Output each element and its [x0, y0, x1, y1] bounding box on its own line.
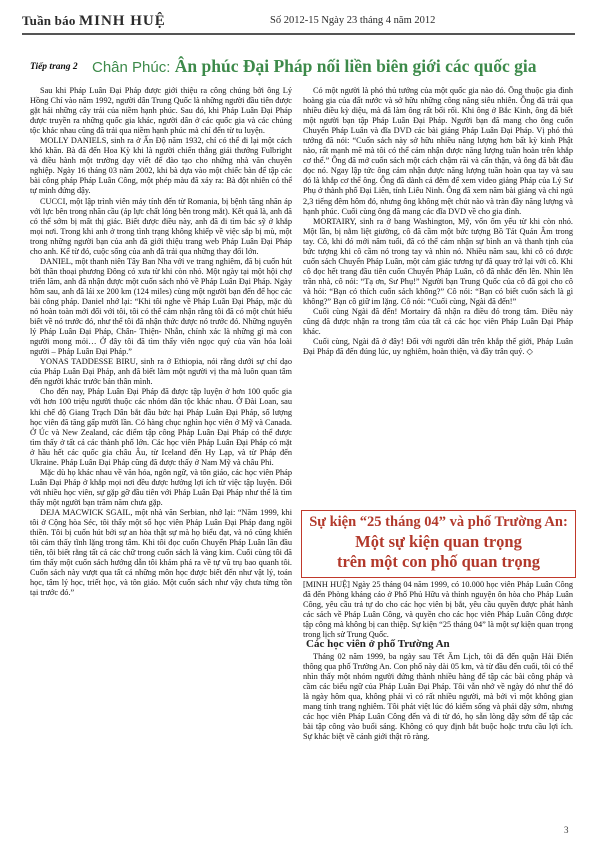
article-author: Chân Phúc:: [92, 59, 171, 76]
sidebar-subheading: Các học viên ở phố Trường An: [306, 638, 450, 650]
sidebar-title-line2: Một sự kiện quan trọng: [355, 532, 522, 551]
paragraph: Cuối cùng Ngài đã đến! Mortairy đã nhận ra điều đó trong tâm. Điều này cũng đã được nhận ra trong tâm của tất cả các học viên Pháp Luân Đại Pháp khác.: [303, 307, 573, 337]
paragraph: Cho đến nay, Pháp Luân Đại Pháp đã được tập luyện ở hơn 100 quốc gia với hơn 100 triệu người thuộc các nhóm dân tộc khác nhau. Ở Đài Loan, sau khi chế độ Giang Trạch Dân bắt đầu bức hại Pháp Luân Đại Pháp, số lượng học viên đã tăng gấp mười lần. Có hàng chục nghìn học viên ở Mỹ và Canada. Ở Úc và New Zealand, các điểm tập công Pháp Luân Đại Pháp có thể được tìm thấy ở tất cả các thành phố lớn. Các học viên Pháp Luân Đại Pháp có mặt ở hầu hết các quốc gia châu Âu, từ Iceland đến Hy Lạp, và từ Pháp đến Ukraine. Pháp Luân Đại Pháp cũng đã được thấy ở Nam Mỹ và châu Phi.: [30, 387, 292, 467]
left-column: [30, 86, 292, 824]
paragraph: Tháng 02 năm 1999, ba ngày sau Tết Âm Lịch, tôi đã đến quận Hải Điến thông qua phố Trường An. Con phố này dài 05 km, và từ đầu đến cuối, tôi có thể nhìn thấy một nhóm người đứng thành nhiều hàng để tập các bài công pháp và cầm các biểu ngữ của Pháp Luân Đại Pháp. Tôi vẫn nhớ về ngày đó như thể đó là ngày hôm qua, không phải vì có rất nhiều người, mà bởi vì một không gian mang tính trang nghiêm. Tôi phát việt lúc đó kiểm sống và phải dậy sớm, nhưng các học viên Pháp Luân Công đến và đi từ đó, họ sẵn lòng dậy sớm để tập các bài tập công vào buổi sáng. Không có quy định bắt buộc hoặc trưu cầu lợi ích. Sự khác biệt về cảnh giới thật rõ ràng.: [303, 652, 573, 742]
paragraph: DEJA MACWICK SGAIL, một nhà văn Serbian, nhớ lại: “Năm 1999, khi tôi ở Cộng hòa Séc, tôi thấy một số học viên Pháp Luân Đại Pháp đang ngồi thiền. Tôi bị cuốn hút bởi sự an hòa thật sự mà họ biểu đạt, và nó cũng khiến tôi cảm thấy tĩnh lặng trong tâm. Khi tôi đọc cuốn Chuyển Pháp Luân lần đầu tiên, tôi biết rằng tất cả các chữ trong cuốn sách là vàng kim. Cuối cùng tôi đã tìm thấy một cuốn sách hướng dẫn tôi khám phá ra về tự vũ trụ bao quanh tôi. Cuốn sách này vượt qua tất cả những môn học được biết đến như vật lý, toán học, tâm lý học, triết học, và tôn giáo. Một cuốn sách như vậy chưa từng tồn tại trước đó.”: [30, 507, 292, 598]
paragraph: Sau khi Pháp Luân Đại Pháp được giới thiệu ra công chúng bởi ông Lý Hồng Chí vào năm 1992, người dân Trung Quốc là những người đầu tiên được gặt hái những cây trái của niềm hạnh phúc. Sau đó, khi Pháp Luân Đại Pháp được truyền ra những quốc gia khác, người dân ở các quốc gia và các chủng tộc khác nhau cũng đã trải qua niềm hạnh phúc mà chỉ đến từ tu luyện.: [30, 86, 292, 136]
header-divider: [22, 33, 575, 35]
issue-info: Số 2012-15 Ngày 23 tháng 4 năm 2012: [270, 15, 436, 26]
masthead-prefix: Tuần báo: [22, 13, 76, 28]
paragraph: Cuối cùng, Ngài đã ở đây! Đối với người dân trên khắp thế giới, Pháp Luân Đại Pháp đã đến đúng lúc, uy nghiêm, hoàn thiện, và đầy trân quý. ◇: [303, 337, 573, 357]
page-header: [22, 10, 575, 34]
paragraph: Có một người là phó thủ tướng của một quốc gia nào đó. Ông thuộc gia đình hoàng gia của đất nước và sở hữu những công năng siêu nhiên. Ông đã trải qua nhiều điều kỳ diệu, mà đã làm ông rất bối rối. Khi ông ở Bắc Kinh, ông đã biết một người bạn tập Pháp Luân Đại Pháp. Người bạn đã mang cho ông cuốn Chuyển Pháp Luân và đĩa DVD các bài giảng Pháp Luân Đại Pháp. Vị phó thủ tướng đã nói: “Cuốn sách này sở hữu nhiều năng lượng hơn bất kỳ kinh Phật nào, rất mạnh mẽ mà tôi có thể cảm nhận được năng lượng tuần hoàn trên khắp cơ thể.” Ông đã mở cuốn sách một cách chậm rãi và cẩn thận, và ông đã bắt đầu đọc nó. Ngay lập tức ông cảm nhận được năng lượng tuần hoàn qua tay và sau đó là khắp cơ thể ông. Ông đã dành cả đêm để xem video giảng Pháp của Lý Sư Phụ ở thành phố Đại Liên, tỉnh Liêu Ninh. Ông đã xem năm bài giảng và chỉ ngủ 2,3 tiếng đêm hôm đó, nhưng ông không mệt chút nào và tràn đầy năng lượng và hạnh phúc. Cuối cùng ông đã mang các đĩa DVD về cho gia đình.: [303, 86, 573, 216]
sidebar-body: [303, 652, 573, 825]
article-title: Ân phúc Đại Pháp nối liền biên giới các quốc gia: [174, 56, 537, 76]
sidebar-title-line3: trên một con phố quan trọng: [336, 552, 541, 571]
paragraph: MOLLY DANIELS, sinh ra ở Ấn Độ năm 1932, chỉ có thể đi lại một cách khó khăn. Bà đã đến Hoa Kỳ khi là người chiến thắng giải thưởng Fulbright và điều hành một trường dạy viết để đào tạo cho những nhà văn chuyên nghiệp. Ngày 16 tháng 03 năm 2002, khi bà dựa vào một chiếc bàn để tập các bài công pháp Pháp Luân Công, một phép màu đã xảy ra: Bà đột nhiên có thể tự mình đứng dậy.: [30, 136, 292, 196]
paragraph: DANIEL, một thanh niên Tây Ban Nha với ve trang nghiêm, đã bị cuốn hút bởi thần thoại phương Đông có xưa từ khi còn nhỏ. Một ngày tại một hội chợ triển lãm, anh đã nhận được một cuốn sách nhỏ về Pháp Luân Đại Pháp. Ngày hôm sau, anh đã lái xe 200 km (124 miles) cùng một người bạn đến để học các bài công pháp. Daniel nhớ lại: “Khi tôi nghe về Pháp Luân Đại Pháp, mặc dù nó hoàn toàn mới đối với tôi, tôi có thể cảm nhận rằng tôi đã có một chút hiểu biết về nó trước đó, như thể tôi đã nhận thức được nó trước đó. Những nguyên lý Pháp Luân Đại Pháp, Chân- Thiện- Nhẫn, chính xác là những gì mà con người mong mỏi… Ở đây tôi đã tìm thấy viên ngọc quý của văn hóa loài người – Pháp Luân Đại Pháp.”: [30, 256, 292, 357]
sidebar-intro: [303, 580, 573, 640]
paragraph: MORTAIRY, sinh ra ở bang Washington, Mỹ, vốn ốm yếu từ khi còn nhỏ. Một lần, bị nằm liệt giường, cô đã cầm một bức tượng Bồ Tát Quán Âm trong tay. Cô, khi đó mới năm tuổi, đã có thể cảm nhận sự bình an và thanh tịnh của bức tượng khi cô cầm nó trong tay và nhìn nó. Nhiều năm sau, khi cô có được cuốn sách Chuyển Pháp Luân, một cảm giác tương tự đã quay trở lại với cô. Khi cô đọc hết trang đầu tiên cuốn Chuyển Pháp Luân, cô đã nhắc đến lên. Nhìn lên trần nhà, cô nói: “Tạ ơn, Sư Phụ!” Người bạn Trung Quốc của cô đã gọi cho cô và hỏi: “Bạn có thích cuốn sách không?” Cô nói: “Bạn có biết cuốn sách là gì không?” Bạn cô giữ im lặng. Cô nói: “Cuối cùng, Ngài đã đến!”: [303, 216, 573, 306]
masthead-name: MINH HUỆ: [78, 13, 166, 29]
intro-paragraph: [MINH HUỆ] Ngày 25 tháng 04 năm 1999, có 10.000 học viên Pháp Luân Công đã đến Phòng kháng cáo ở Phố Phủ Hữu và thỉnh nguyện ôn hòa cho Pháp Luân Công, yêu cầu trả tự do cho các học viên bị bắt, yêu cầu quyền được phát hành các sách về Pháp Luân Công, và quyền cho các học viên Pháp Luân Công được tập công mà không bị can thiệp. Sự kiện “25 tháng 04” là một sự kiện quan trọng trong lịch sử Trung Quốc.: [303, 580, 573, 640]
paragraph: CUCCI, một lập trình viên máy tính đến từ Romania, bị bệnh tăng nhãn áp với lực bên trong nhãn cầu (áp lực chất lỏng bên trong mắt). Kết quả là, anh đã có thể sớm bị mất thị giác. Biết được điều này, anh đã đi tìm bác sỹ ở khắp mọi nơi. Trong khi anh ở trong tình trạng không khiếp về việc sắp bị mù, một trong những người bạn của anh đã giới thiệu trang web Pháp Luân Đại Pháp cho anh. Kể từ đó, cuộc sống của anh đã trải qua những thay đổi lớn.: [30, 196, 292, 256]
paragraph: YONAS TADDESSE BIRU, sinh ra ở Ethiopia, nói rằng dưới sự chỉ dạo của Pháp Luân Đại Pháp, anh đã biết làm một người vị tha mà luôn quan tâm đến người khác trước bản thân mình.: [30, 357, 292, 387]
article-headline: [92, 56, 572, 77]
sidebar-title-box: [301, 510, 576, 578]
sidebar-title-line1: Sự kiện “25 tháng 04” và phố Trường An:: [309, 514, 568, 530]
right-column: [303, 86, 573, 480]
page-number: 3: [564, 825, 569, 835]
masthead: [22, 13, 166, 30]
paragraph: Mặc dù họ khác nhau về văn hóa, ngôn ngữ, và tôn giáo, các học viên Pháp Luân Đại Pháp ở khắp mọi nơi đều được hưởng lợi ích từ việc tập luyện. Đối với nhiều học viên, sự gặp gỡ đầu tiên với Pháp Luân Đại Pháp như thể là tìm thấy một người bạn trăm năm chưa gặp.: [30, 467, 292, 507]
continued-tag: Tiếp trang 2: [30, 62, 78, 72]
